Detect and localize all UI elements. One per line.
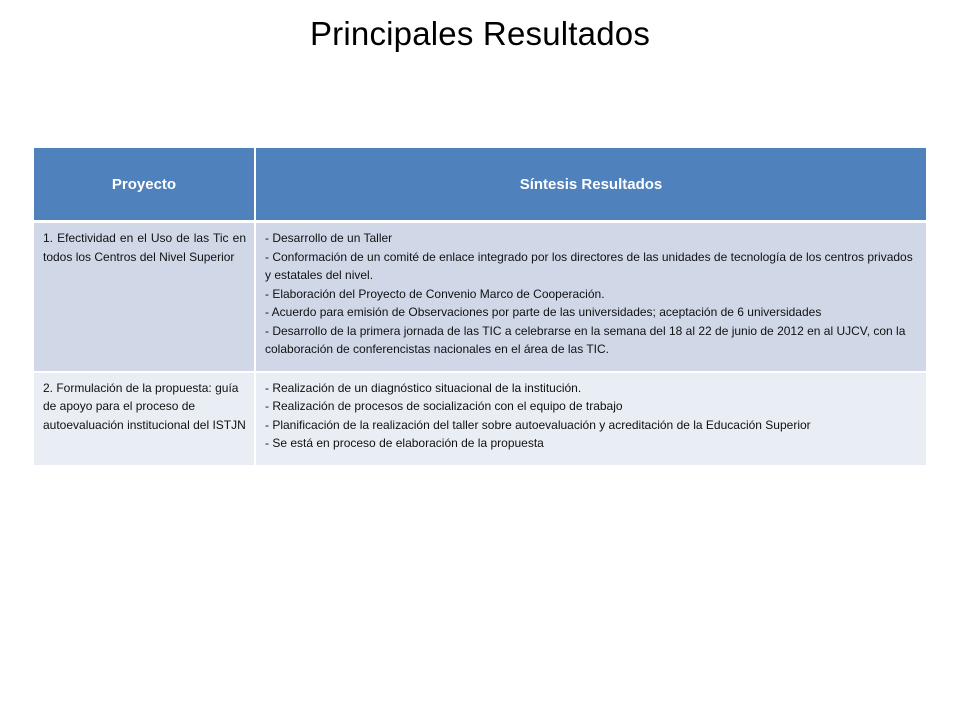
results-table: [34, 148, 926, 467]
table-header-row: [34, 148, 926, 222]
result-item: - Se está en proceso de elaboración de la propuesta: [265, 436, 544, 450]
result-item: - Conformación de un comité de enlace integrado por los directores de las unidades de tecnología de los centros privados y estatales del nivel.: [265, 249, 913, 282]
result-item: - Elaboración del Proyecto de Convenio Marco de Cooperación.: [265, 286, 605, 301]
result-item: - Realización de procesos de socialización con el equipo de trabajo: [265, 399, 623, 413]
project-cell: 1. Efectividad en el Uso de las Tic en todos los Centros del Nivel Superior: [34, 222, 255, 372]
result-item: - Desarrollo de un Taller: [265, 231, 393, 245]
results-cell: [255, 222, 926, 372]
header-project: Proyecto: [34, 148, 255, 222]
header-results: Síntesis Resultados: [255, 148, 926, 222]
project-cell: 2. Formulación de la propuesta: guía de apoyo para el proceso de autoevaluación institucional del ISTJN: [34, 372, 255, 466]
table-row: [34, 372, 926, 466]
table-row: [34, 222, 926, 372]
result-item: - Planificación de la realización del taller sobre autoevaluación y acreditación de la Educación Superior: [265, 417, 811, 432]
page-title: Principales Resultados: [309, 15, 651, 52]
results-cell: [255, 372, 926, 466]
result-item: - Acuerdo para emisión de Observaciones por parte de las universidades; aceptación de 6 universidades: [265, 305, 822, 319]
result-item: - Desarrollo de la primera jornada de las TIC a celebrarse en la semana del 18 al 22 de junio de 2012 en al UJCV, con la colaboración de conferencistas nacionales en el área de las TIC.: [265, 323, 906, 356]
result-item: - Realización de un diagnóstico situacional de la institución.: [265, 380, 582, 395]
